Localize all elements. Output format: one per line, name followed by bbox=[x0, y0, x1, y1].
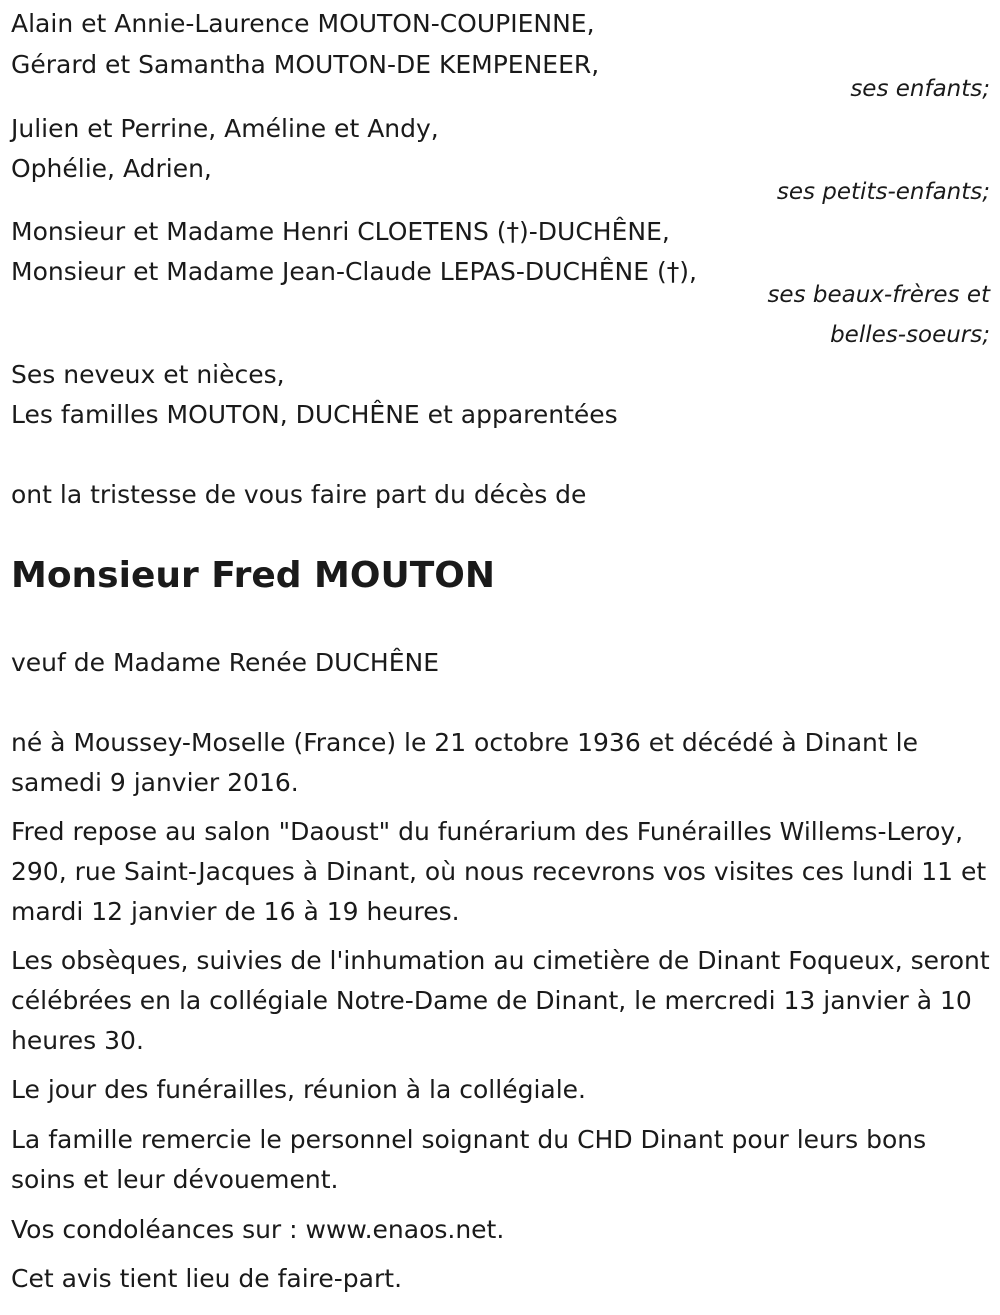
inlaws-role-line-2: belles-soeurs; bbox=[830, 322, 990, 348]
others-line-2: Les familles MOUTON, DUCHÊNE et apparentées bbox=[11, 400, 618, 429]
grandchild-line-1: Julien et Perrine, Améline et Andy, bbox=[11, 114, 439, 143]
visitation-paragraph: Fred repose au salon "Daoust" du funérarium des Funérailles Willems-Leroy, 290, rue Saint-Jacques à Dinant, où nous recevrons vos visites ces lundi 11 et mardi 12 janvier de 16 à 19 heures. bbox=[11, 817, 987, 926]
deceased-name: Monsieur Fred MOUTON bbox=[11, 555, 495, 596]
child-line-2: Gérard et Samantha MOUTON-DE KEMPENEER, bbox=[11, 50, 600, 79]
children-role: ses enfants; bbox=[850, 76, 990, 102]
widower-of: veuf de Madame Renée DUCHÊNE bbox=[11, 648, 440, 677]
grandchild-line-2: Ophélie, Adrien, bbox=[11, 154, 212, 183]
grandchildren-role: ses petits-enfants; bbox=[776, 179, 990, 205]
gathering-paragraph: Le jour des funérailles, réunion à la collégiale. bbox=[11, 1075, 586, 1104]
others-line-1: Ses neveux et nièces, bbox=[11, 360, 285, 389]
inlaws-role-line-1: ses beaux-frères et bbox=[767, 282, 990, 308]
condolences-line: Vos condoléances sur : www.enaos.net. bbox=[11, 1215, 505, 1244]
announcement-text: ont la tristesse de vous faire part du décès de bbox=[11, 480, 587, 509]
inlaw-line-1: Monsieur et Madame Henri CLOETENS (†)-DUCHÊNE, bbox=[11, 217, 670, 246]
child-line-1: Alain et Annie-Laurence MOUTON-COUPIENNE, bbox=[11, 9, 595, 38]
inlaw-line-2: Monsieur et Madame Jean-Claude LEPAS-DUCHÊNE (†), bbox=[11, 257, 697, 286]
thanks-paragraph: La famille remercie le personnel soignant du CHD Dinant pour leurs bons soins et leur dévouement. bbox=[11, 1125, 927, 1194]
birth-death-paragraph: né à Moussey-Moselle (France) le 21 octobre 1936 et décédé à Dinant le samedi 9 janvier 2016. bbox=[11, 728, 918, 797]
notice-line: Cet avis tient lieu de faire-part. bbox=[11, 1264, 403, 1293]
funeral-paragraph: Les obsèques, suivies de l'inhumation au cimetière de Dinant Foqueux, seront célébrées en la collégiale Notre-Dame de Dinant, le mercredi 13 janvier à 10 heures 30. bbox=[11, 946, 990, 1055]
